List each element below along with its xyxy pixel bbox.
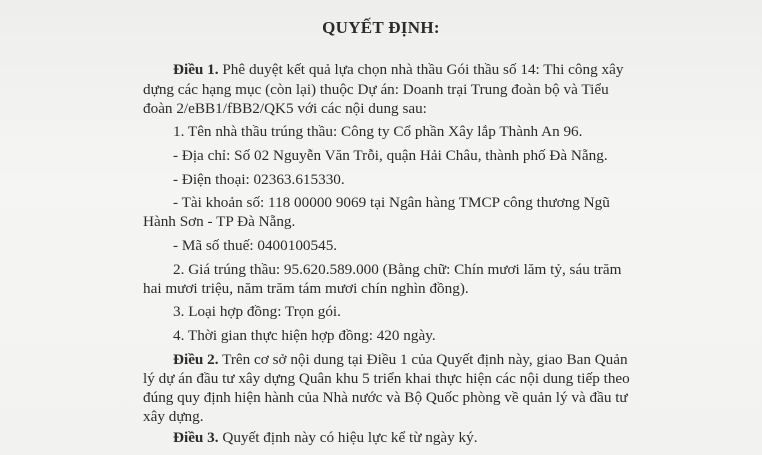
- contractor-account-line-1: [173, 193, 610, 213]
- contract-type: [173, 302, 341, 322]
- article-1-line-2: [143, 80, 609, 100]
- article-2-line-2: [143, 369, 630, 389]
- article-2-line-1: [173, 350, 628, 370]
- contractor-name: [173, 122, 582, 142]
- article-label: Điều 2.: [173, 351, 219, 368]
- line-text: 3. Loại hợp đồng: Trọn gói.: [173, 303, 341, 320]
- article-1-line-3: [143, 99, 427, 119]
- line-text: Hành Sơn - TP Đà Nẵng.: [143, 213, 296, 230]
- contractor-tax-code: [173, 236, 337, 256]
- line-text: Trên cơ sở nội dung tại Điều 1 của Quyết định này, giao Ban Quản: [218, 351, 628, 368]
- contractor-phone: [173, 170, 345, 190]
- contractor-account-line-2: [143, 212, 295, 232]
- article-1-line-1: [173, 60, 623, 80]
- winning-price-line-2: [143, 279, 469, 299]
- article-2-line-4: [143, 407, 204, 427]
- line-text: xây dựng.: [143, 408, 204, 425]
- article-3-line-1: [173, 428, 478, 448]
- line-text: - Địa chỉ: Số 02 Nguyễn Văn Trỗi, quận Hải Châu, thành phố Đà Nẵng.: [173, 147, 608, 164]
- line-text: hai mươi triệu, năm trăm tám mươi chín nghìn đồng).: [143, 280, 469, 297]
- article-label: Điều 1.: [173, 61, 219, 78]
- line-text: Phê duyệt kết quả lựa chọn nhà thầu Gói thầu số 14: Thi công xây: [218, 61, 624, 78]
- line-text: Quyết định này có hiệu lực kể từ ngày ký.: [218, 429, 478, 446]
- line-text: 4. Thời gian thực hiện hợp đồng: 420 ngày.: [173, 327, 436, 344]
- contract-duration: [173, 326, 436, 346]
- winning-price-line-1: [173, 260, 621, 280]
- line-text: lý dự án đầu tư xây dựng Quân khu 5 triển khai thực hiện các nội dung tiếp theo: [143, 370, 630, 387]
- article-label: Điều 3.: [173, 429, 219, 446]
- line-text: 1. Tên nhà thầu trúng thầu: Công ty Cổ phần Xây lắp Thành An 96.: [173, 123, 583, 140]
- line-text: dựng các hạng mục (còn lại) thuộc Dự án: Doanh trại Trung đoàn bộ và Tiểu: [143, 81, 609, 98]
- line-text: - Mã số thuế: 0400100545.: [173, 237, 338, 254]
- contractor-address: [173, 146, 608, 166]
- line-text: đúng quy định hiện hành của Nhà nước và Bộ Quốc phòng về quản lý và đầu tư: [143, 389, 628, 406]
- line-text: - Tài khoản số: 118 00000 9069 tại Ngân hàng TMCP công thương Ngũ: [173, 194, 610, 211]
- line-text: 2. Giá trúng thầu: 95.620.589.000 (Bằng chữ: Chín mươi lăm tỷ, sáu trăm: [173, 261, 622, 278]
- line-text: - Điện thoại: 02363.615330.: [173, 171, 345, 188]
- line-text: đoàn 2/eBB1/fBB2/QK5 với các nội dung sau:: [143, 100, 427, 117]
- document-title: QUYẾT ĐỊNH:: [322, 18, 440, 37]
- article-2-line-3: [143, 388, 628, 408]
